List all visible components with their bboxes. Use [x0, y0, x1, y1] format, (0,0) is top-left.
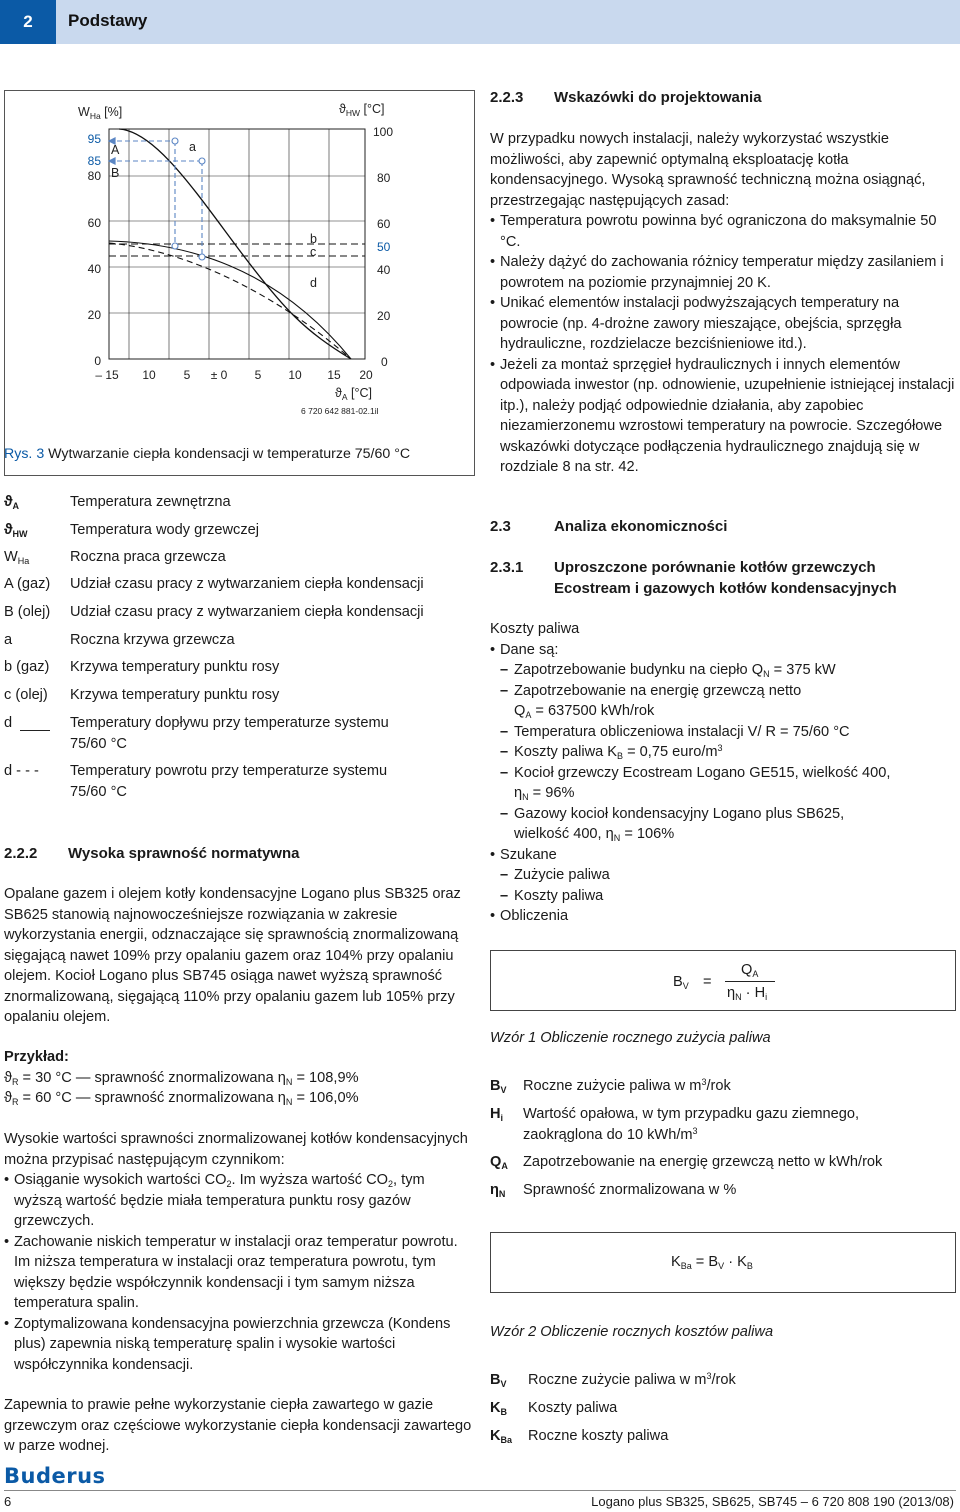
given-item-cont: $Q_A = 637500$ kWh/rok	[514, 703, 655, 720]
label-A: A	[111, 143, 120, 157]
legend-key: $ϑ_{HW}$	[4, 522, 28, 539]
list-item: • Unikać elementów instalacji podwyższających temperatury na powrocie (np. 4-drożne zawory mieszające, obejścia, sprzęgła hydrauliczne, rozdzielacze bezciśnieniowe itd.).	[490, 293, 956, 355]
section-title: Wysoka sprawność normatywna	[68, 845, 300, 862]
list-item: • Zoptymalizowana kondensacyjna powierzchnia grzewcza (Kondens plus) zapewnia niską temperaturę spalin i wysokie wartości współczynnika kondensacji.	[4, 1314, 474, 1376]
heating-chart	[5, 91, 476, 477]
legend-value: Temperatura wody grzewczej	[70, 522, 259, 538]
legend-key: a	[4, 632, 13, 648]
section-number: 2.2.3	[490, 89, 524, 106]
right-tick: 80	[377, 171, 391, 185]
list-item: • Jeżeli za montaż sprzęgieł hydraulicznych i innych elementów odpowiada inwestor (np. odnowienie, uzupełnienie istniejącej instalacji itp.), należy podjąć odpowiednie działania, aby zapobiec niezamierzonemu wzrostowi temperatury na powrocie. Szczegółowe wskazówki dotyczące podłączenia hydraulicznego znajdują się w rozdziale 8 na str. 42.	[490, 355, 956, 478]
section-number: 2.2.2	[4, 845, 38, 862]
label-a: a	[189, 140, 196, 154]
chapter-title: Podstawy	[68, 11, 148, 30]
koszty-paliwa-label: Koszty paliwa	[490, 621, 580, 637]
section-heading-223	[490, 88, 956, 110]
legend-key: A (gaz)	[4, 576, 51, 592]
legend-value: Temperatury dopływu przy temperaturze systemu 75/60 °C	[70, 715, 389, 752]
legend-key: $W_{Ha}$	[4, 549, 30, 566]
legend-value: Udział czasu pracy z wytwarzaniem ciepła kondensacji	[70, 604, 424, 620]
document-reference: Logano plus SB325, SB625, SB745 – 6 720 808 190 (2013/08)	[591, 1494, 954, 1509]
formula-1-lhs: $B_V$	[673, 974, 689, 991]
formula-1-denominator: $\eta_N \cdot H_i$	[727, 985, 768, 1002]
right-tick: 50	[377, 240, 391, 254]
legend-key: d - - -	[4, 763, 39, 779]
section-heading-23	[490, 517, 956, 539]
left-tick: 85	[87, 154, 101, 168]
formula-2-symbols: $B_V$ Roczne zużycie paliwa w $m^3$/rok $K_B$ Koszty paliwa $K_{Ba}$ Roczne koszty paliwa	[490, 1371, 736, 1445]
legend-key: d	[4, 715, 13, 731]
given-item: – Kocioł grzewczy Ecostream Logano GE515, wielkość 400,	[490, 763, 956, 784]
y-left-title: $W_{Ha}$ [%]	[78, 105, 123, 121]
legend-key: $ϑ_A$	[4, 494, 19, 511]
legend-value: Roczna praca grzewcza	[70, 549, 226, 565]
section-heading-231	[490, 558, 956, 602]
formula-1-fraction-bar	[725, 981, 775, 982]
x-tick: – 15	[95, 368, 119, 382]
x-tick: 10	[142, 368, 156, 382]
legend-key: b (gaz)	[4, 659, 50, 675]
legend-value: Temperatury powrotu przy temperaturze systemu 75/60 °C	[70, 763, 388, 800]
given-item-cont: wielkość 400, $\eta_N = 106\%$	[514, 826, 675, 843]
x-tick: 10	[288, 368, 302, 382]
formula-1-caption: Wzór 1 Obliczenie rocznego zużycia paliwa	[490, 1030, 771, 1046]
label-d: d	[310, 276, 317, 290]
chapter-number: 2	[0, 0, 56, 44]
figure-caption-prefix: Rys. 3	[4, 446, 45, 462]
left-tick: 40	[87, 262, 101, 276]
left-tick: 95	[87, 132, 101, 146]
legend-value: Udział czasu pracy z wytwarzaniem ciepła kondensacji	[70, 576, 424, 592]
curve-labels	[111, 140, 317, 290]
list-item: • Szukane	[490, 845, 956, 866]
buderus-logo: Buderus	[4, 1464, 106, 1488]
left-tick-labels	[88, 132, 102, 368]
s222-paragraph-2: Wysokie wartości sprawności znormalizowanej kotłów kondensacyjnych można przypisać następującym czynnikom:	[4, 1131, 468, 1168]
s222-example-2: $ϑ_R = 60$ °C — sprawność znormalizowana $\eta_N = 106,0\%$	[4, 1090, 359, 1107]
formula-2-expression: $K_{Ba} = B_V \cdot K_B$	[671, 1254, 753, 1271]
x-tick: 15	[327, 368, 341, 382]
s222-paragraph-3: Zapewnia to prawie pełne wykorzystanie ciepła zawartego w gazie grzewczym oraz częściowe wykorzystanie ciepła kondensacji zawartego w parze wodnej.	[4, 1397, 472, 1454]
formula-2-box	[490, 1232, 956, 1293]
legend-key: B (olej)	[4, 604, 51, 620]
given-item-cont: $\eta_N = 96\%$	[514, 785, 575, 802]
label-c: c	[310, 245, 317, 259]
label-B: B	[111, 166, 120, 180]
x-axis-title: $ϑ_A$ [°C]	[335, 386, 372, 402]
y-right-title: $ϑ_{HW}$ [°C]	[339, 102, 385, 118]
list-item: • Należy dążyć do zachowania różnicy temperatur między zasilaniem i powrotem na poziomie przynajmniej 20 K.	[490, 252, 956, 293]
s223-paragraph: W przypadku nowych instalacji, należy wykorzystać wszystkie możliwości, aby zapewnić optymalną eksploatację kotła kondensacyjnego. Wysoką sprawność techniczną można osiągnąć, przestrzegając następujących zasad:	[490, 131, 926, 209]
s231-given-block	[490, 619, 956, 927]
section-title-line-1: Uproszczone porównanie kotłów grzewczych	[554, 559, 876, 576]
section-title: Wskazówki do projektowania	[554, 89, 762, 106]
s222-paragraph-1: Opalane gazem i olejem kotły kondensacyjne Logano plus SB325 oraz SB625 stanowią najnowocześniejsze rozwiązania w zakresie wykorzystania energii, odznaczające się sprawnością znormalizowaną sięgającą nawet 109% przy opalaniu gazem oraz 104% przy opalaniu olejem. Kocioł Logano plus SB745 osiąga nawet wyższą sprawność znormalizowaną, sięgającą 110% przy opalaniu gazem lub 105% przy opalaniu olejem.	[4, 886, 461, 1025]
s223-rules-list	[490, 211, 956, 478]
list-item: • Zachowanie niskich temperatur w instalacji oraz temperatur powrotu. Im niższa temperatura w instalacji oraz temperatura powrotu, tym większy będzie współczynnik kondensacji i tym samym niższa temperatura spalin.	[4, 1232, 474, 1314]
given-item: – Zapotrzebowanie budynku na ciepło $Q_N = 375$ kW	[490, 660, 956, 681]
legend-value: Krzywa temperatury punktu rosy	[70, 687, 280, 703]
left-tick: 0	[94, 354, 101, 368]
figure-code: 6 720 642 881-02.1il	[301, 406, 379, 416]
formula-1-eq: =	[703, 974, 712, 990]
left-tick: 80	[87, 169, 101, 183]
right-tick: 40	[377, 263, 391, 277]
given-item: – Gazowy kocioł kondensacyjny Logano plus SB625,	[490, 804, 956, 825]
blue-markers	[172, 138, 205, 260]
s222-example-label: Przykład:	[4, 1049, 69, 1065]
x-tick: 5	[254, 368, 262, 382]
list-item: • Dane są:	[490, 640, 956, 661]
curve-d-return	[109, 243, 351, 359]
list-item: • Osiąganie wysokich wartości $CO_2$. Im wyższa wartość $CO_2$, tym wyższą wartość będzie miała temperatura punktu rosy gazów grzewczych.	[4, 1170, 474, 1232]
s222-factor-list	[4, 1170, 474, 1375]
section-heading-222	[4, 844, 474, 866]
footer-divider	[4, 1490, 956, 1491]
legend-value: Krzywa temperatury punktu rosy	[70, 659, 280, 675]
list-item: • Temperatura powrotu powinna być ograniczona do maksymalnie 50 °C.	[490, 211, 956, 252]
x-tick: ± 0	[210, 368, 228, 382]
section-title: Analiza ekonomiczności	[554, 518, 728, 535]
section-title-line-2: Ecostream i gazowych kotłów kondensacyjnych	[554, 580, 897, 597]
formula-1-box	[490, 950, 956, 1011]
x-tick-labels	[95, 368, 373, 382]
blue-indicator-lines	[109, 141, 202, 257]
formula-1-symbols: $B_V$ Roczne zużycie paliwa w $m^3$/rok $H_i$ Wartość opałowa, w tym przypadku gazu ziemnego, zaokrąglona do 10 kWh/$m^3$ $Q_A$ Zapotrzebowanie na energię grzewczą netto w kWh/rok $\eta_N$ Sprawność znormalizowana w %	[490, 1077, 883, 1199]
given-item: – Temperatura obliczeniowa instalacji V/ R = 75/60 °C	[490, 722, 956, 743]
figure-caption-text: Wytwarzanie ciepła kondensacji w temperaturze 75/60 °C	[44, 446, 411, 462]
figure-frame	[4, 90, 475, 476]
formula-2-caption: Wzór 2 Obliczenie rocznych kosztów paliwa	[490, 1324, 774, 1340]
sought-item: – Zużycie paliwa	[490, 865, 956, 886]
right-tick: 100	[373, 125, 394, 139]
label-b: b	[310, 232, 317, 246]
sought-item: – Koszty paliwa	[490, 886, 956, 907]
right-tick: 60	[377, 217, 391, 231]
right-tick: 0	[381, 355, 388, 369]
formula-1-numerator: $Q_A$	[741, 962, 759, 979]
list-item: • Obliczenia	[490, 906, 956, 927]
x-tick: 5	[183, 368, 191, 382]
given-item: – Koszty paliwa $K_B = 0,75$ euro/$m^3$	[490, 742, 956, 763]
figure-caption	[4, 444, 410, 465]
left-tick: 60	[87, 216, 101, 230]
right-tick-labels	[373, 125, 393, 369]
s222-example-1: $ϑ_R = 30$ °C — sprawność znormalizowana $\eta_N = 108,9\%$	[4, 1070, 359, 1087]
legend-solid-line-swatch	[20, 730, 50, 731]
legend-value: Roczna krzywa grzewcza	[70, 632, 235, 648]
legend-value: Temperatura zewnętrzna	[70, 494, 231, 510]
legend-key: c (olej)	[4, 687, 48, 703]
right-tick: 20	[377, 309, 391, 323]
given-item: – Zapotrzebowanie na energię grzewczą netto	[490, 681, 956, 702]
left-tick: 20	[87, 308, 101, 322]
x-tick: 20	[359, 368, 373, 382]
section-number: 2.3.1	[490, 559, 524, 576]
section-number: 2.3	[490, 518, 511, 535]
page-number: 6	[4, 1494, 12, 1509]
